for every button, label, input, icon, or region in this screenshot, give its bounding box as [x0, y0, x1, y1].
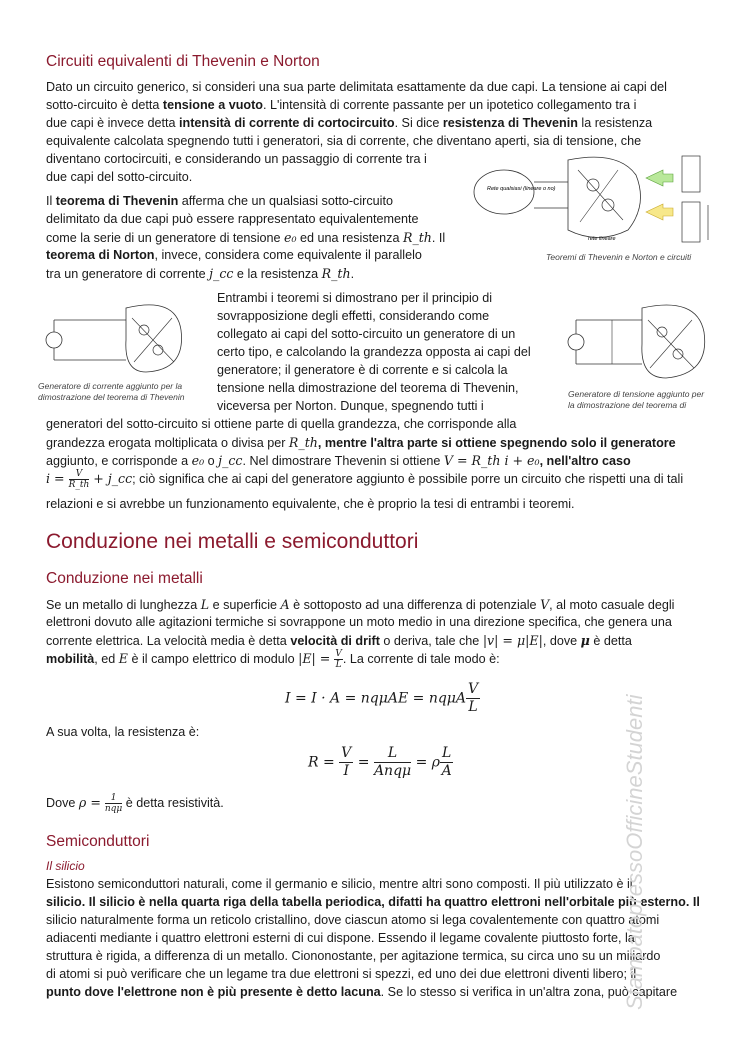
paragraph-line: relazioni e si avrebbe un funzionamento equivalente, che è proprio la tesi di entrambi i teoremi.: [46, 497, 575, 511]
paragraph-line: delimitato da due capi può essere rappresentato equivalentemente: [46, 212, 419, 226]
paragraph-line: certo tipo, e calcolando la grandezza opposta ai capi del: [217, 345, 531, 359]
figure-caption: Generatore di tensione aggiunto per la dimostrazione del teorema di: [568, 389, 705, 410]
equation-resistance: R = $\frac{V}{I}$ = $\frac{L}{\text{Anqμ}}$ = ρ $\frac{L}{A}$: [308, 745, 452, 779]
paragraph-line: struttura è rigida, a differenza di un metallo. Ciononostante, per agitazione termica, su circa uno su un miliardo: [46, 949, 661, 963]
paragraph-line: teorema di Norton, invece, considera come equivalente il parallelo: [46, 248, 422, 262]
watermark: StampatopressoOfficineStudenti: [622, 694, 647, 1010]
paragraph-line: generatori del sotto-circuito si ottiene parte di quella grandezza, che corrisponde alla: [46, 417, 517, 431]
paragraph-line: A sua volta, la resistenza è:: [46, 725, 200, 739]
section-heading-thevenin: Circuiti equivalenti di Thevenin e Norton: [46, 53, 320, 70]
paragraph-line: diventano cortocircuiti, e considerando un passaggio di corrente tra i: [46, 152, 427, 166]
paragraph-line: Entrambi i teoremi si dimostrano per il principio di: [217, 291, 493, 305]
paragraph-line: viceversa per Norton. Dunque, spegnendo tutti i: [217, 399, 484, 413]
equation-current: I = I · A = nqμAE = nqμA $\frac{V}{L}$: [285, 681, 479, 715]
paragraph-line: Esistono semiconduttori naturali, come il germanio e silicio, mentre altri sono composti. Il più utilizzato è il: [46, 877, 633, 891]
paragraph-line: silicio. Il silicio è nella quarta riga della tabella periodica, difatti ha quattro elettroni nell'orbitale più esterno. Il: [46, 895, 700, 909]
paragraph-line: grandezza erogata moltiplicata o divisa per R_th, mentre l'altra parte si ottiene spegnendo solo il generatore: [46, 435, 676, 450]
paragraph-line: Dato un circuito generico, si consideri una sua parte delimitata esattamente da due capi. La tensione ai capi del: [46, 80, 667, 94]
paragraph-line: aggiunto, e corrisponde a e₀ o j_cc. Nel dimostrare Thevenin si ottiene V = R_th i + e₀, nell'altro caso: [46, 453, 631, 468]
figure-caption: Teoremi di Thevenin e Norton e circuiti: [546, 252, 692, 262]
paragraph-line: Se un metallo di lunghezza L e superficie A è sottoposto ad una differenza di potenziale V, al moto casuale degli: [46, 597, 675, 612]
section-heading-conduzione: Conduzione nei metalli e semiconduttori: [46, 530, 419, 553]
voltage-generator-figure: [562, 300, 712, 386]
paragraph-line: due capi è invece detta intensità di corrente di cortocircuito. Si dice resistenza di Thevenin la resistenza: [46, 116, 653, 130]
paragraph-line: due capi del sotto-circuito.: [46, 170, 193, 184]
paragraph-line: mobilità, ed E è il campo elettrico di modulo |E| = $\frac{V}{L}$ . La corrente di tale modo è:: [46, 649, 500, 671]
current-generator-figure: [36, 300, 186, 380]
paragraph-line: sovrapposizione degli effetti, considerando come: [217, 309, 490, 323]
paragraph-line: come la serie di un generatore di tensione e₀ ed una resistenza R_th. Il: [46, 230, 446, 245]
paragraph-line: elettroni dovuto alle agitazioni termiche si sovrappone un moto medio in una direzione specifica, che genera una: [46, 615, 672, 629]
subsubsection-heading-silicio: Il silicio: [46, 859, 85, 873]
paragraph-line: silicio naturalmente forma un reticolo cristallino, dove ciascun atomo si lega covalentemente con quattro atomi: [46, 913, 660, 927]
paragraph-line: tra un generatore di corrente j_cc e la resistenza R_th.: [46, 266, 355, 281]
subsection-heading-semiconduttori: Semiconduttori: [46, 833, 150, 850]
paragraph-line: tensione nella dimostrazione del teorema di Thevenin,: [217, 381, 519, 395]
paragraph-line: collegato ai capi del sotto-circuito un generatore di un: [217, 327, 516, 341]
paragraph-line: Il teorema di Thevenin afferma che un qualsiasi sotto-circuito: [46, 194, 393, 208]
paragraph-line: generatore; il generatore è di corrente e si calcola la: [217, 363, 508, 377]
fig1-net-label: rete lineare: [588, 236, 616, 242]
subsection-heading-metalli: Conduzione nei metalli: [46, 570, 203, 587]
paragraph-line: sotto-circuito è detta tensione a vuoto. L'intensità di corrente passante per un ipotetico collegamento tra i: [46, 98, 637, 112]
paragraph-line: adiacenti mediante i quattro elettroni esterni di cui dispone. Essendo il legame covalente piuttosto forte, la: [46, 931, 635, 945]
figure-caption: Generatore di corrente aggiunto per la dimostrazione del teorema di Thevenin: [38, 381, 185, 402]
paragraph-line: i = $\frac{V}{R\_th}$ + j_cc; ciò significa che ai capi del generatore aggiunto è possibile porre un circuito che rispetti una di tali: [46, 469, 684, 491]
paragraph-line: corrente elettrica. La velocità media è detta velocità di drift o deriva, tale che |v| = μ|E|, dove μ è detta: [46, 633, 632, 648]
paragraph-line: di atomi si può verificare che un legame tra due elettroni si spezzi, ed uno dei due elettroni diventi libero; il: [46, 967, 637, 981]
fig1-box-label: Rete qualsiasi (lineare o no): [487, 186, 556, 192]
thevenin-norton-figure: [468, 150, 718, 250]
paragraph-line: punto dove l'elettrone non è più presente è detto lacuna. Se lo stesso si verifica in un'altra zona, può capitare: [46, 985, 678, 999]
paragraph-line: Dove ρ = 1 nqμ è detta resistività.: [46, 793, 224, 815]
paragraph-line: equivalente calcolata spegnendo tutti i generatori, sia di corrente, che diventano aperti, sia di tensione, che: [46, 134, 642, 148]
